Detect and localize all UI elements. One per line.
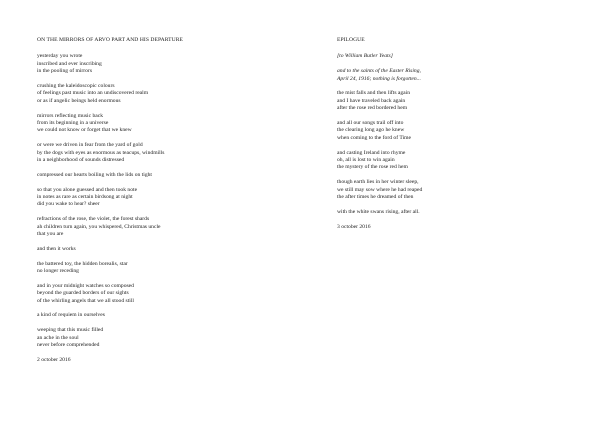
poem-line: inscribed and ever inscribing <box>37 60 102 67</box>
poem-line: the clearing long ago he knew <box>337 127 405 134</box>
poem-line: beyond the guarded borders of our sights <box>37 290 129 297</box>
poem-line: the battered toy, the hidden borealis, star <box>37 260 128 267</box>
poem-line: compressed our hearts boiling with the lids on tight <box>37 171 152 178</box>
poem-line: an ache in the soul <box>37 334 79 341</box>
poem-line: though earth lies in her winter sleep, <box>337 179 419 186</box>
poem-line: refractions of the rose, the violet, the forest shards <box>37 216 150 223</box>
poem-line: in notes as rare as certain birdsong at night <box>37 194 133 201</box>
left-stanzas <box>37 53 267 349</box>
stanza <box>37 142 267 164</box>
right-stanzas <box>337 90 537 216</box>
stanza <box>37 283 267 305</box>
poem-line: we could not know or forget that we knew <box>37 127 132 134</box>
poem-line: or as if angelic beings held enormous <box>37 97 121 104</box>
poem-line: with the white swans rising, after all. <box>337 208 420 215</box>
stanza <box>37 246 267 253</box>
left-poem <box>37 37 267 364</box>
poem-line: a kind of requiem in ourselves <box>37 312 105 319</box>
poem-line: that you are <box>37 231 64 238</box>
stanza <box>337 90 537 112</box>
stanza <box>37 172 267 179</box>
poem-line: no longer receding <box>37 268 79 275</box>
stanza <box>37 53 267 75</box>
stanza <box>337 209 537 216</box>
poem-line: in the pooling of mirrors <box>37 68 92 75</box>
right-poem <box>337 37 537 231</box>
stanza <box>37 83 267 105</box>
poem-line: in a neighborhood of sounds distressed <box>37 157 125 164</box>
stanza <box>337 120 537 142</box>
poem-line: and then it works <box>37 245 76 252</box>
epilogue-title: EPILOGUE <box>337 37 365 43</box>
stanza <box>337 179 537 201</box>
poem-line: of the whirling angels that we all stood still <box>37 297 134 304</box>
poem-line: the after times he dreamed of then <box>337 194 414 201</box>
stanza <box>37 216 267 238</box>
dedication: [to William Butler Yeats] <box>337 53 393 60</box>
poem-line: crushing the kaleidoscopic colours <box>37 83 115 90</box>
poem-line: when coming to the ford of Time <box>337 134 411 141</box>
stanza <box>37 113 267 135</box>
right-page <box>300 0 600 424</box>
epigraph-line: April 24, 1916; nothing is forgotten... <box>337 75 421 82</box>
poem-line: by the dogs with eyes as enormous as teacups, windmills <box>37 149 165 156</box>
poem-line: did you wake to hear? sheer <box>37 201 100 208</box>
poem-line: from its beginning in a universe <box>37 120 109 127</box>
poem-line: the mist falls and then lifts again <box>337 90 411 97</box>
poem-line: never before comprehended <box>37 342 100 349</box>
stanza <box>37 312 267 319</box>
poem-date: 2 october 2016 <box>37 356 71 363</box>
stanza <box>37 187 267 209</box>
poem-line: we still may sow where he had reaped <box>337 186 423 193</box>
poem-line: and I have traveled back again <box>337 97 406 104</box>
stanza <box>37 261 267 276</box>
poem-line: of feelings past music into an undiscovered realm <box>37 90 149 97</box>
poem-line: and in your midnight watches so composed <box>37 282 134 289</box>
stanza <box>37 327 267 349</box>
poem-line: mirrors reflecting music back <box>37 112 104 119</box>
poem-line: oh, all is lost to win again <box>337 157 395 164</box>
epigraph <box>337 68 537 83</box>
epigraph-line: and to the saints of the Easter Rising, <box>337 68 421 75</box>
poem-line: and all our songs trail off into <box>337 120 404 127</box>
poem-line: the mystery of the rose red hem <box>337 164 408 171</box>
poem-line: weeping that this music filled <box>37 327 104 334</box>
poem-line: after the rose red bordered hem <box>337 105 408 112</box>
poem-line: yesterday you wrote <box>37 53 83 60</box>
poem-line: and casting Ireland into rhyme <box>337 149 406 156</box>
poem-line: or were we driven in fear from the yard of gold <box>37 142 143 149</box>
poem-title: ON THE MIRRORS OF ARVO PART AND HIS DEPARTURE <box>37 37 183 43</box>
poem-line: ah children turn again, you whispered, Christmas uncle <box>37 223 161 230</box>
stanza <box>337 150 537 172</box>
poem-line: so that you alone guessed and then took note <box>37 186 138 193</box>
epilogue-date: 3 october 2016 <box>337 223 371 230</box>
